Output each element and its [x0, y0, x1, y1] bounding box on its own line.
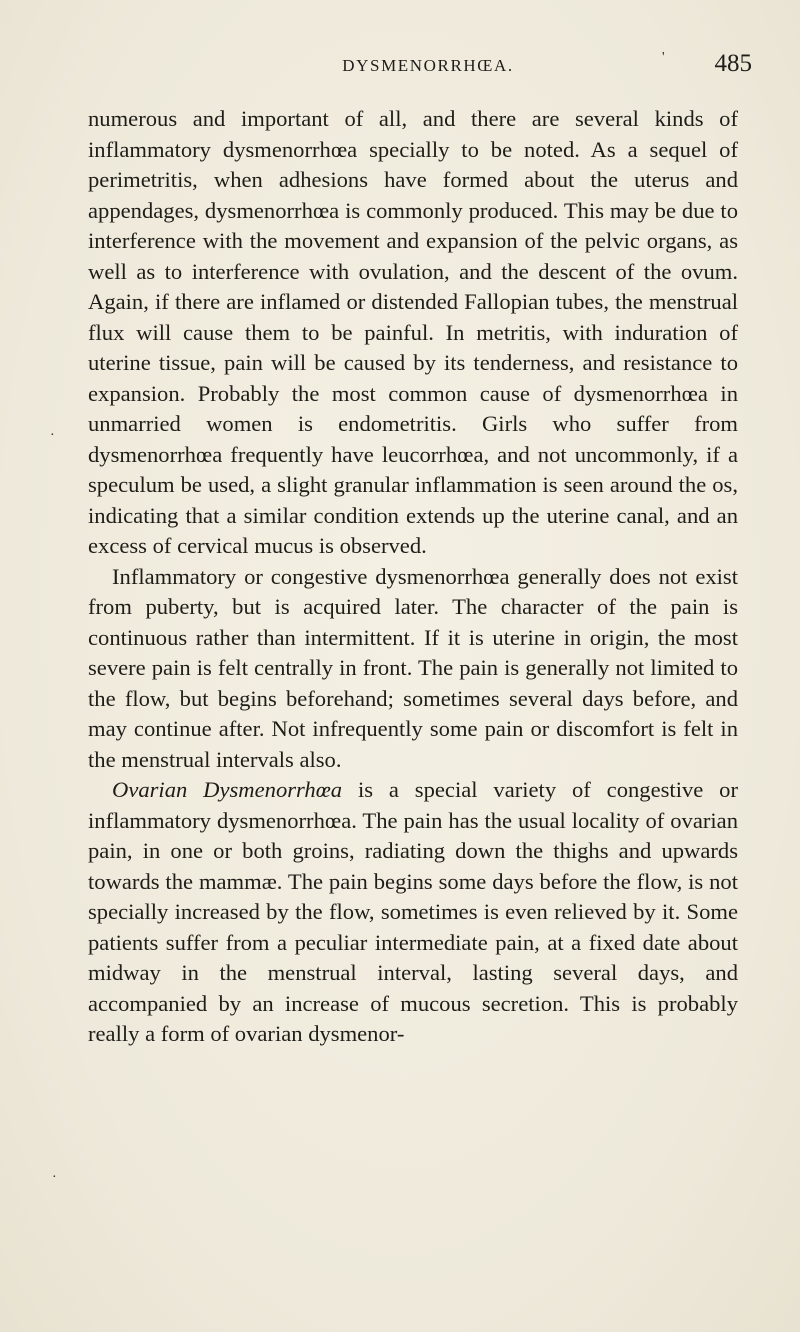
paragraph-congestive-dysmenorrhoea: Inflammatory or congestive dysmenorrhœa generally does not exist from puberty, but is acquired later. The character of the pain is continuous rather than intermittent. If it is uterine in origin, the most severe pain is felt centrally in front. The pain is generally not limited to the flow, but begins beforehand; sometimes several days before, and may continue after. Not infrequently some pain or discomfort is felt in the menstrual intervals also. — [88, 563, 738, 772]
page-header — [104, 50, 752, 86]
page-number: 485 — [714, 50, 752, 77]
running-head: DYSMENORRHŒA. — [342, 56, 514, 75]
paragraph-continuation: numerous and important of all, and there are several kinds of inflammatory dysmenorrhœa specially to be noted. As a sequel of perimetritis, when adhesions have formed about the uterus and appendages, dysmenorrhœa is commonly produced. This may be due to interference with the movement and expansion of the pelvic organs, as well as to interference with ovulation, and the descent of the ovum. Again, if there are inflamed or distended Fallopian tubes, the menstrual flux will cause them to be painful. In metritis, with induration of uterine tissue, pain will be caused by its tenderness, and resistance to expansion. Probably the most common cause of dysmenorrhœa in unmarried women is endometritis. Girls who suffer from dysmenorrhœa frequently have leucorrhœa, and not uncommonly, if a speculum be used, a slight granular inflammation is seen around the os, indicating that a similar condition extends up the uterine canal, and an excess of cervical mucus is observed. — [88, 106, 738, 558]
margin-dot-lower: · — [52, 1170, 57, 1185]
paragraph-ovarian-text: is a special variety of congestive or inflammatory dysmenorrhœa. The pain has the usual locality of ovarian pain, in one or both groins, radiating down the thighs and upwards towards the mammæ. The pain begins some days before the flow, is not specially increased by the flow, sometimes is even relieved by it. Some patients suffer from a peculiar intermediate pain, at a fixed date about midway in the menstrual interval, lasting several days, and accompanied by an increase of mucous secretion. This is probably really a form of ovarian dysmenor- — [88, 777, 738, 1046]
header-tick-mark: ' — [662, 50, 665, 65]
body-text — [88, 104, 738, 1050]
paragraph-ovarian-dysmenorrhoea — [88, 775, 738, 1050]
margin-dot: · — [50, 428, 55, 443]
italic-heading: Ovarian Dysmenorrhœa — [112, 777, 343, 802]
